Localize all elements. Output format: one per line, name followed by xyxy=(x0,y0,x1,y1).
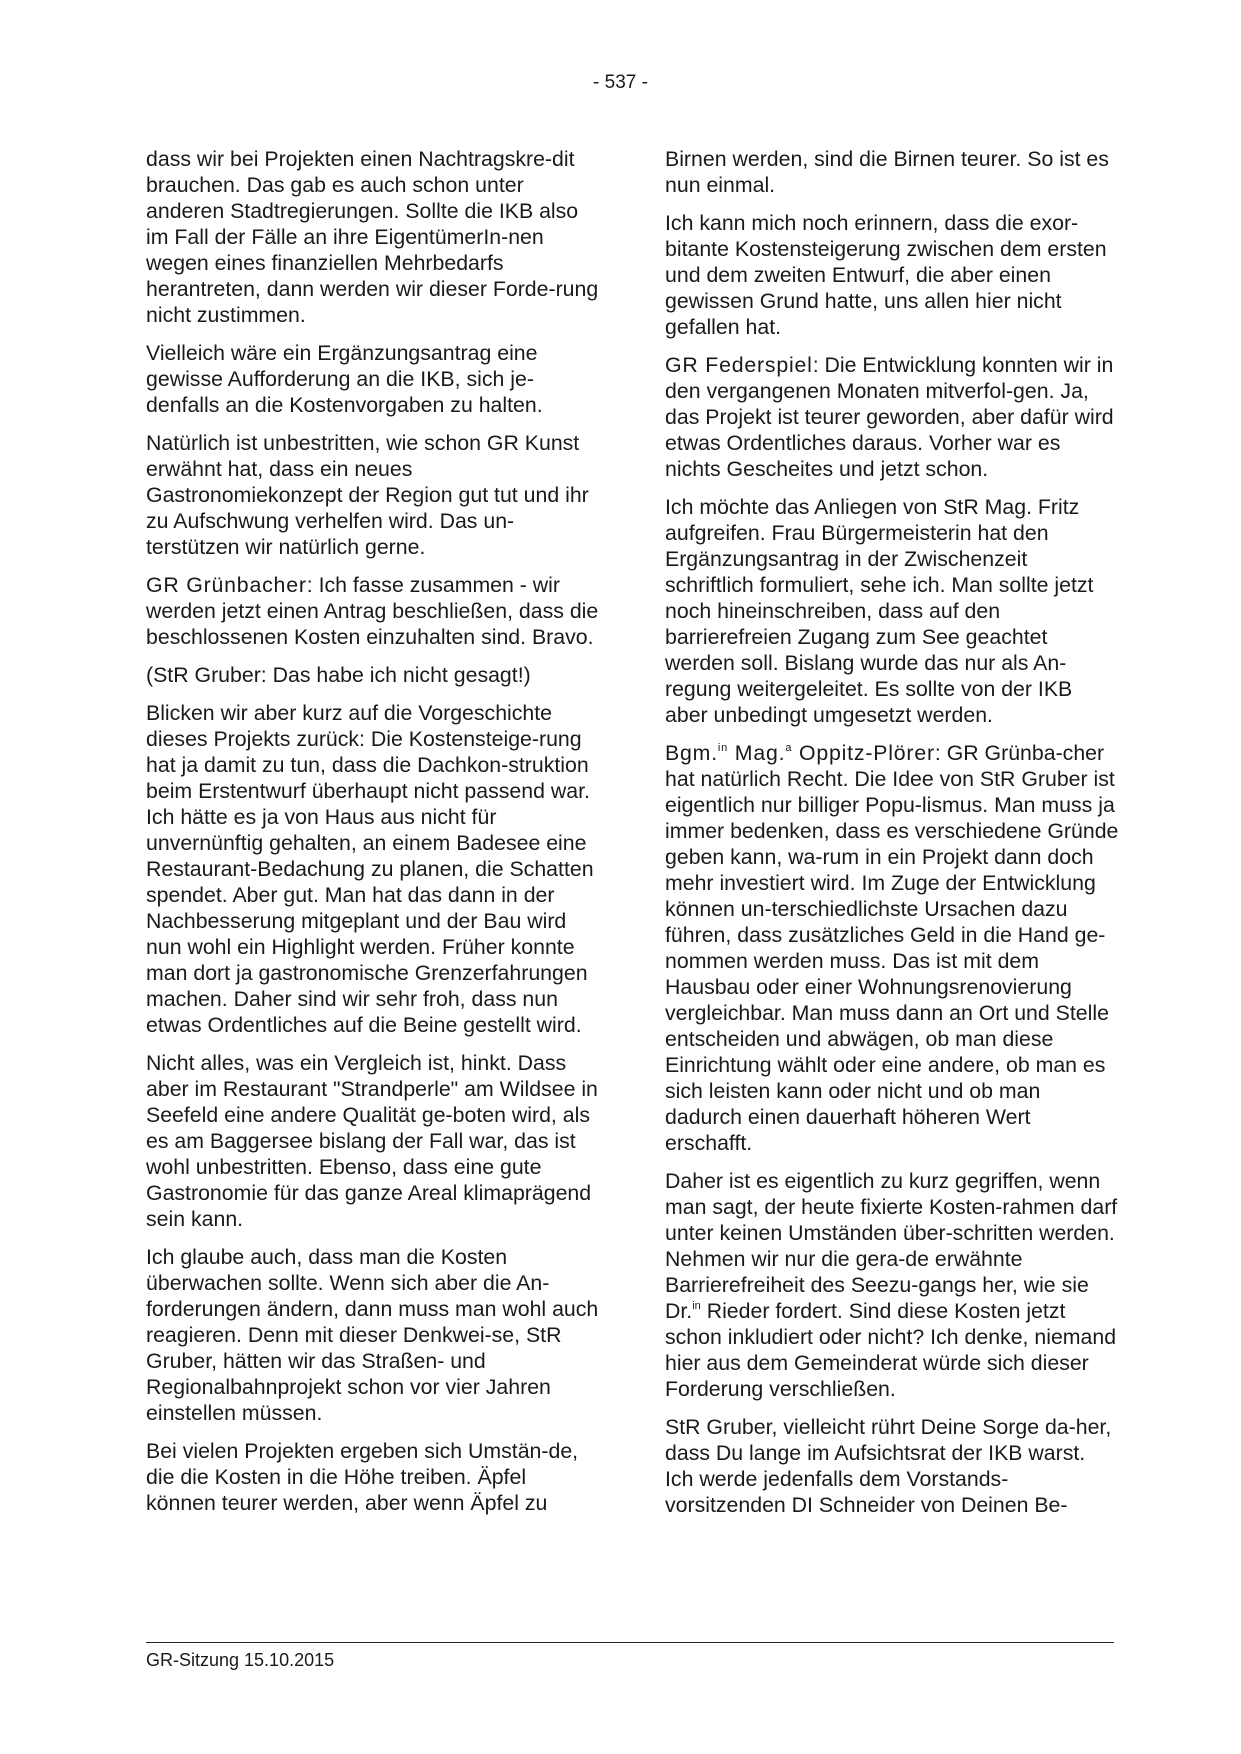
paragraph: dass wir bei Projekten einen Nachtragskre-dit brauchen. Das gab es auch schon unter anderen Stadtregierungen. Sollte die IKB also im Fall der Fälle an ihre EigentümerIn-nen wegen eines finanziellen Mehrbedarfs herantreten, dann werden wir dieser Forde-rung nicht zustimmen. xyxy=(146,147,599,327)
paragraph: StR Gruber, vielleicht rührt Deine Sorge da-her, dass Du lange im Aufsichtsrat der IKB warst. Ich werde jedenfalls dem Vorstands-vorsitzenden DI Schneider von Deinen Be- xyxy=(665,1415,1112,1517)
speech-text: : GR Grünba-cher hat natürlich Recht. Die Idee von StR Gruber ist eigentlich nur billiger Popu-lismus. Man muss ja immer bedenken, dass es verschiedene Gründe geben kann, wa-rum in ein Projekt dann doch mehr investiert wird. Im Zuge der Entwicklung können un-terschiedlichste Ursachen dazu führen, dass zusätzliches Geld in die Hand ge-nommen werden muss. Das ist mit dem Hausbau oder einer Wohnungsrenovierung vergleichbar. Man muss dann an Ort und Stelle entscheiden und abwägen, ob man diese Einrichtung wählt oder eine andere, ob man es sich leisten kann oder nicht und ob man dadurch einen dauerhaft höheren Wert erschafft. xyxy=(665,741,1119,1155)
superscript: in xyxy=(717,742,729,754)
paragraph: Nicht alles, was ein Vergleich ist, hinkt. Dass aber im Restaurant "Strandperle" am Wildsee in Seefeld eine andere Qualität ge-boten wird, als es am Baggersee bislang der Fall war, das ist wohl unbestritten. Ebenso, dass eine gute Gastronomie für das ganze Areal klimaprägend sein kann. xyxy=(146,1051,598,1231)
right-column xyxy=(665,146,1119,1530)
speaker-title: Bgm. xyxy=(665,741,718,765)
paragraph: Natürlich ist unbestritten, wie schon GR Kunst erwähnt hat, dass ein neues Gastronomiekonzept der Region gut tut und ihr zu Aufschwung verhelfen wird. Das un-terstützen wir natürlich gerne. xyxy=(146,431,589,559)
speaker-name: GR Federspiel xyxy=(665,353,813,377)
paragraph: Vielleich wäre ein Ergänzungsantrag eine gewisse Aufforderung an die IKB, sich je-denfalls an die Kostenvorgaben zu halten. xyxy=(146,341,543,417)
text-run: Rieder fordert. Sind diese Kosten jetzt schon inkludiert oder nicht? Ich denke, niemand hier aus dem Gemeinderat würde sich dieser Forderung verschließen. xyxy=(665,1299,1117,1401)
paragraph: Birnen werden, sind die Birnen teurer. So ist es nun einmal. xyxy=(665,147,1109,197)
speaker-title: Mag. xyxy=(728,741,786,765)
text-run: Daher ist es eigentlich zu kurz gegriffen, wenn man sagt, der heute fixierte Kosten-rahmen darf unter keinen Umständen über-schritten werden. Nehmen wir nur die gera-de erwähnte Barrierefreiheit des Seezu-gangs her, wie sie Dr. xyxy=(665,1169,1118,1323)
speech-text: : Die Entwicklung konnten wir in den vergangenen Monaten mitverfol-gen. Ja, das Projekt ist teurer geworden, aber dafür wird etwas Ordentliches daraus. Vorher war es nichts Gescheites und jetzt schon. xyxy=(665,353,1114,481)
paragraph-buergermeisterin xyxy=(665,740,1119,1156)
paragraph: Ich glaube auch, dass man die Kosten überwachen sollte. Wenn sich aber die An-forderungen ändern, dann muss man wohl auch reagieren. Denn mit dieser Denkwei-se, StR Gruber, hätten wir das Straßen- und Regionalbahnprojekt schon vor vier Jahren einstellen müssen. xyxy=(146,1245,599,1425)
speaker-surname: Oppitz-Plörer xyxy=(792,741,935,765)
paragraph: Blicken wir aber kurz auf die Vorgeschichte dieses Projekts zurück: Die Kostensteige-rung hat ja damit zu tun, dass die Dachkon-struktion beim Erstentwurf überhaupt nicht passend war. Ich hätte es ja von Haus aus nicht für unvernünftig gehalten, an einem Badesee eine Restaurant-Bedachung zu planen, die Schatten spendet. Aber gut. Man hat das dann in der Nachbesserung mitgeplant und der Bau wird nun wohl ein Highlight werden. Früher konnte man dort ja gastronomische Grenzerfahrungen machen. Daher sind wir sehr froh, dass nun etwas Ordentliches auf die Beine gestellt wird. xyxy=(146,701,594,1037)
paragraph: Ich kann mich noch erinnern, dass die exor-bitante Kostensteigerung zwischen dem ersten und dem zweiten Entwurf, die aber einen gewissen Grund hatte, uns allen hier nicht gefallen hat. xyxy=(665,211,1107,339)
paragraph: Ich möchte das Anliegen von StR Mag. Fritz aufgreifen. Frau Bürgermeisterin hat den Ergänzungsantrag in der Zwischenzeit schriftlich formuliert, sehe ich. Man sollte jetzt noch hineinschreiben, dass auf den barrierefreien Zugang zum See geachtet werden soll. Bislang wurde das nur als An-regung weitergeleitet. Es sollte von der IKB aber unbedingt umgesetzt werden. xyxy=(665,495,1094,727)
superscript: a xyxy=(785,742,793,754)
speech-text: : Ich fasse zusammen - wir xyxy=(306,573,560,597)
speaker-name: GR Grünbacher xyxy=(146,573,307,597)
paragraph: Bei vielen Projekten ergeben sich Umstän-de, die die Kosten in die Höhe treiben. Äpfel können teurer werden, aber wenn Äpfel zu xyxy=(146,1439,579,1515)
paragraph: (StR Gruber: Das habe ich nicht gesagt!) xyxy=(146,663,531,687)
speaker-name xyxy=(665,741,935,765)
paragraph-federspiel xyxy=(665,352,1119,482)
footer-session-date: GR-Sitzung 15.10.2015 xyxy=(146,1650,335,1670)
page-number: - 537 - xyxy=(593,72,648,93)
paragraph-gruenbacher xyxy=(146,572,600,650)
superscript: in xyxy=(692,1300,701,1312)
paragraph xyxy=(665,1168,1119,1402)
footer-divider xyxy=(146,1642,1114,1643)
left-column xyxy=(146,146,600,1528)
speech-text: werden jetzt einen Antrag beschließen, dass die beschlossenen Kosten einzuhalten sind. Bravo. xyxy=(146,599,599,649)
